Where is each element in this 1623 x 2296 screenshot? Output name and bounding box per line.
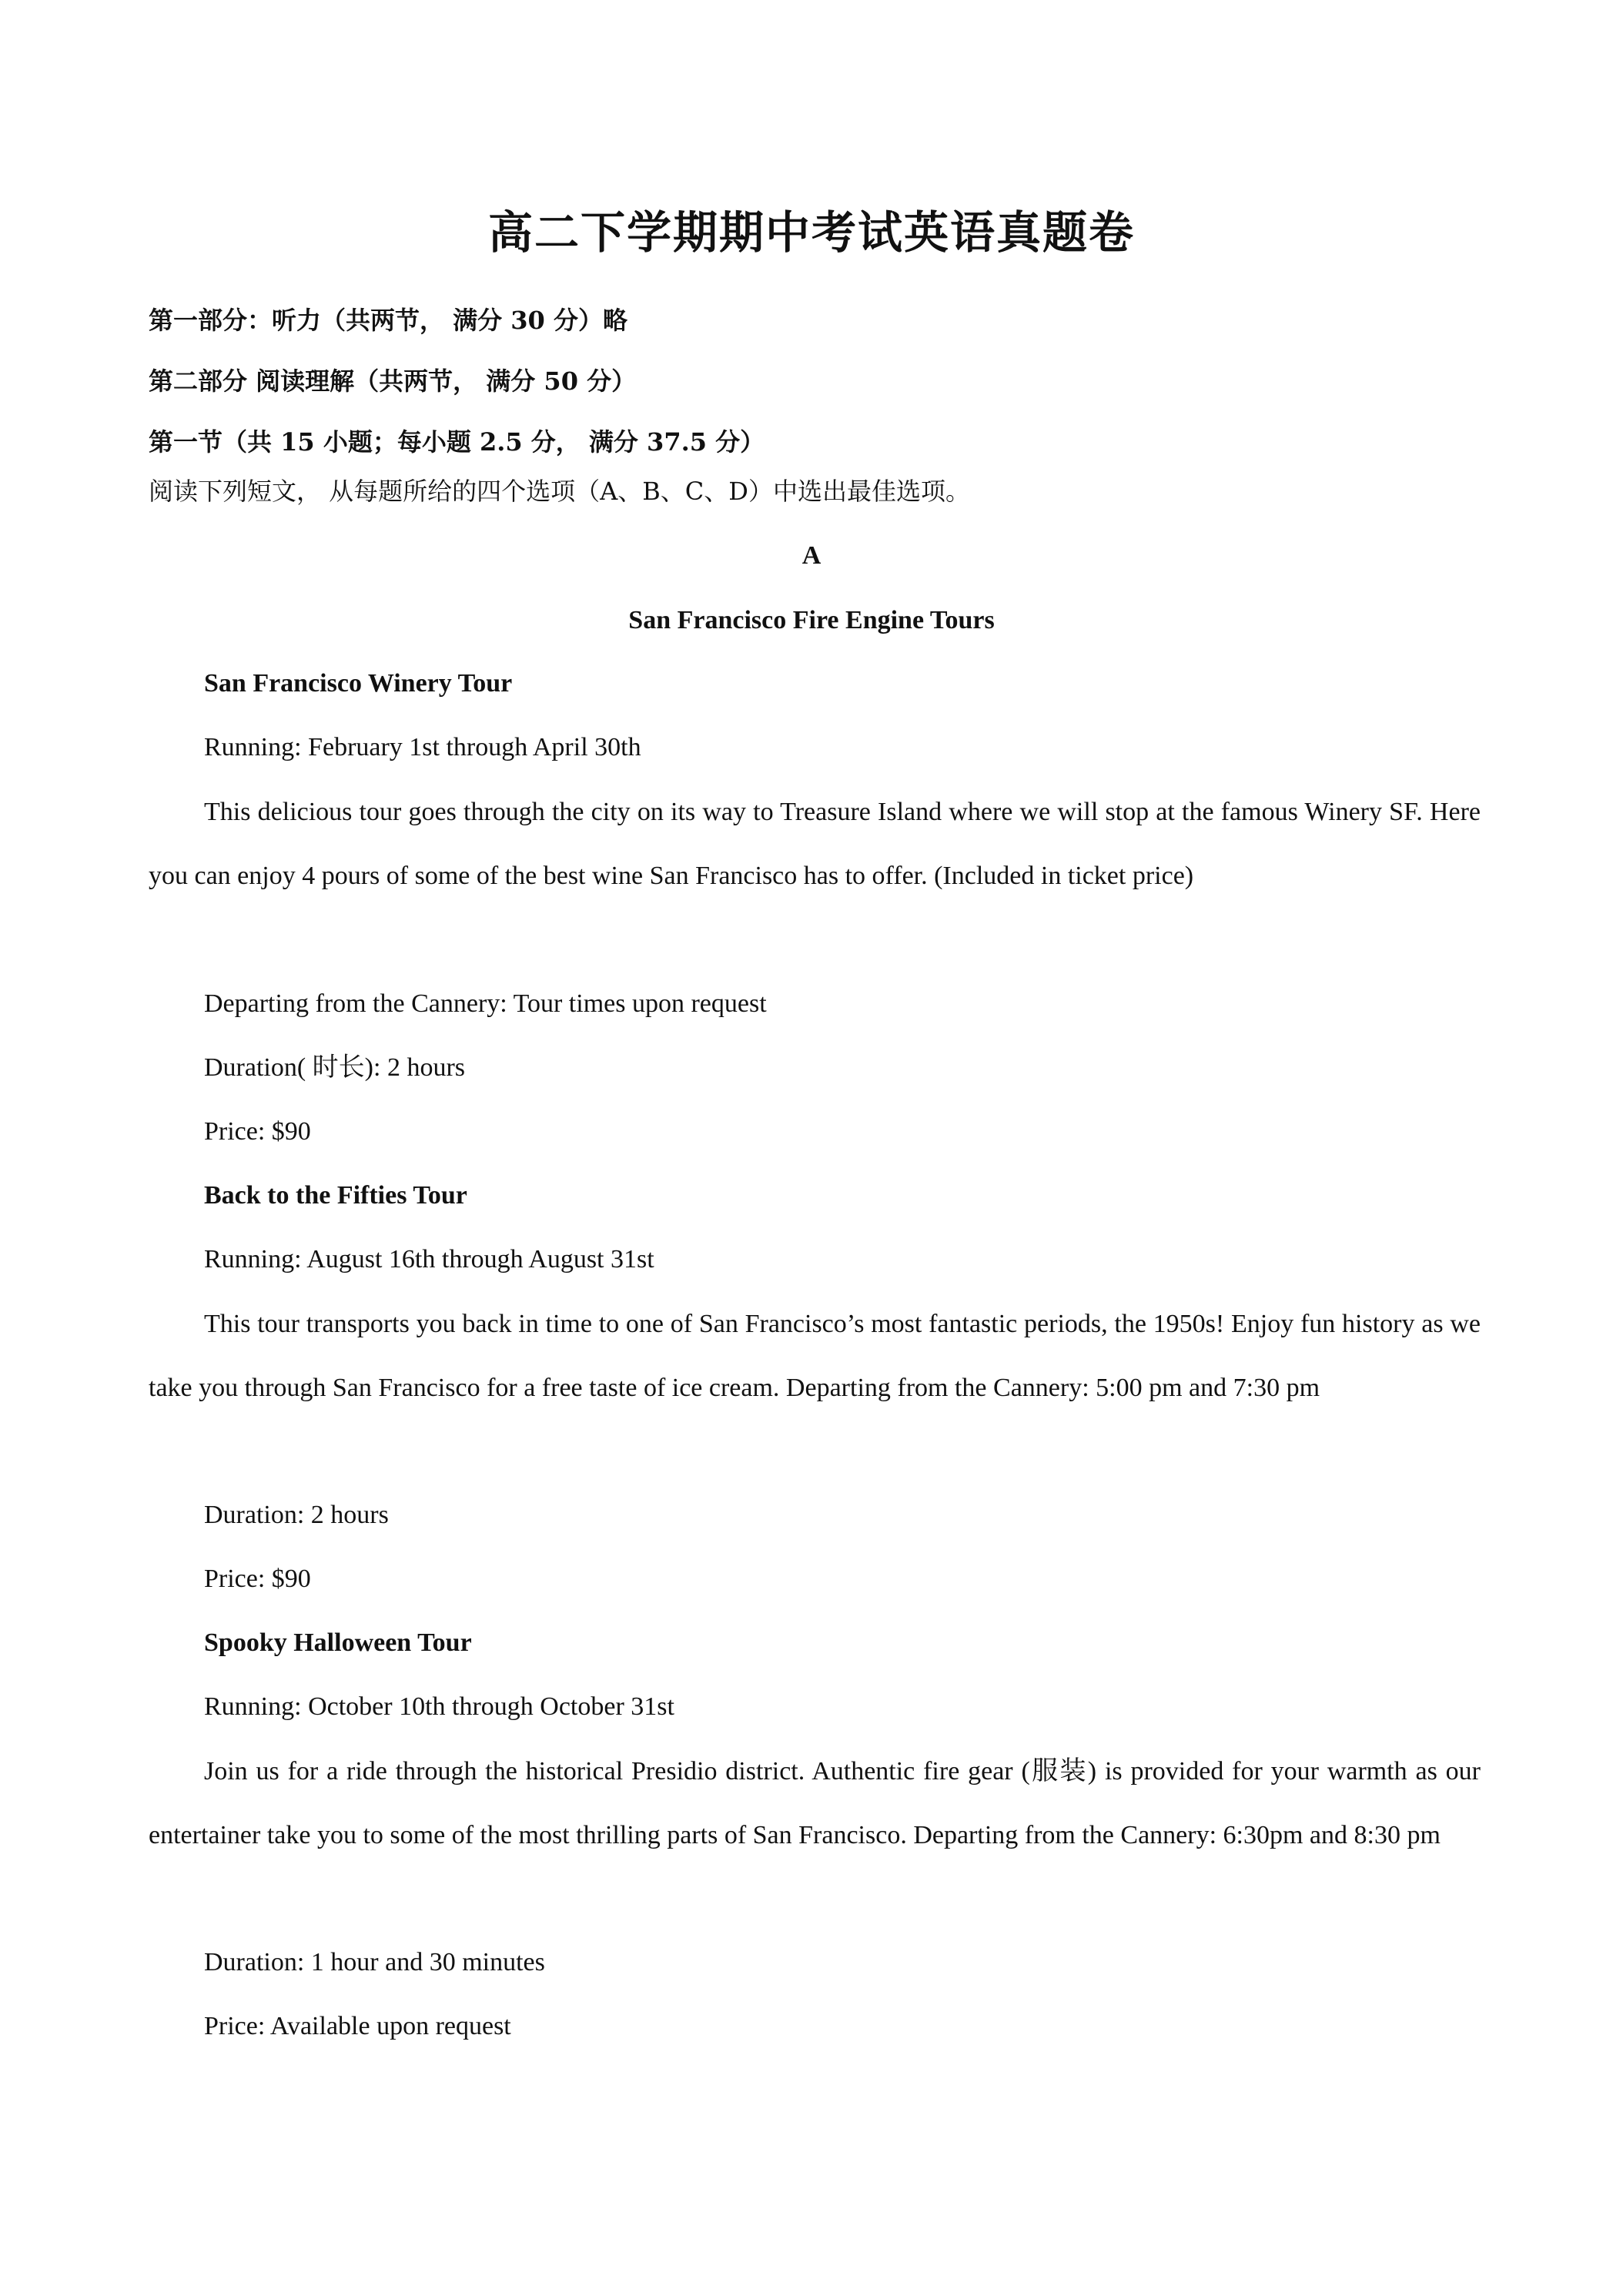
passage-title: San Francisco Fire Engine Tours	[628, 606, 995, 634]
tour-name: San Francisco Winery Tour	[204, 669, 513, 698]
tour-description: This delicious tour goes through the city on its way to Treasure Island where we will stop at the famous Winery SF. Here you can enjoy 4 pours of some of the best wine San Francisco has to offer. (Included in ticket price)	[149, 798, 1481, 890]
tour-price: Price: $90	[204, 1117, 311, 1146]
tour-description: This tour transports you back in time to one of San Francisco’s most fantastic periods, the 1950s! Enjoy fun history as we take you through San Francisco for a free taste of ice cream. Departing from the Cannery: 5:00 pm and 7:30 pm	[149, 1310, 1481, 1402]
tour-name: Back to the Fifties Tour	[204, 1181, 467, 1210]
section1-header: 第一节（共 15 小题；每小题 2.5 分， 满分 37.5 分）	[149, 427, 765, 457]
tour-duration: Duration( 时长): 2 hours	[204, 1053, 466, 1082]
passage-label: A	[801, 541, 822, 570]
exam-title: 高二下学期期中考试英语真题卷	[487, 206, 1135, 259]
tour-description: Join us for a ride through the historical Presidio district. Authentic fire gear (服装) is provided for your warmth as our entertainer take you to some of the most thrilling parts of San Francisco. Departing from the Cannery: 6:30pm and 8:30 pm	[149, 1757, 1481, 1849]
tour-departing: Departing from the Cannery: Tour times upon request	[204, 989, 767, 1018]
tour-duration: Duration: 1 hour and 30 minutes	[204, 1948, 545, 1976]
tour-running: Running: August 16th through August 31st	[204, 1245, 654, 1274]
part2-header: 第二部分 阅读理解（共两节， 满分 50 分）	[149, 366, 637, 396]
tour-name: Spooky Halloween Tour	[204, 1628, 472, 1657]
tour-running: Running: February 1st through April 30th	[204, 733, 641, 761]
tour-price: Price: $90	[204, 1565, 311, 1593]
tour-price: Price: Available upon request	[204, 2012, 511, 2040]
tour-running: Running: October 10th through October 31st	[204, 1692, 674, 1721]
reading-instructions: 阅读下列短文， 从每题所给的四个选项（A、B、C、D）中选出最佳选项。	[149, 477, 970, 506]
part1-header: 第一部分：听力（共两节， 满分 30 分）略	[149, 306, 627, 335]
tour-duration: Duration: 2 hours	[204, 1501, 389, 1529]
